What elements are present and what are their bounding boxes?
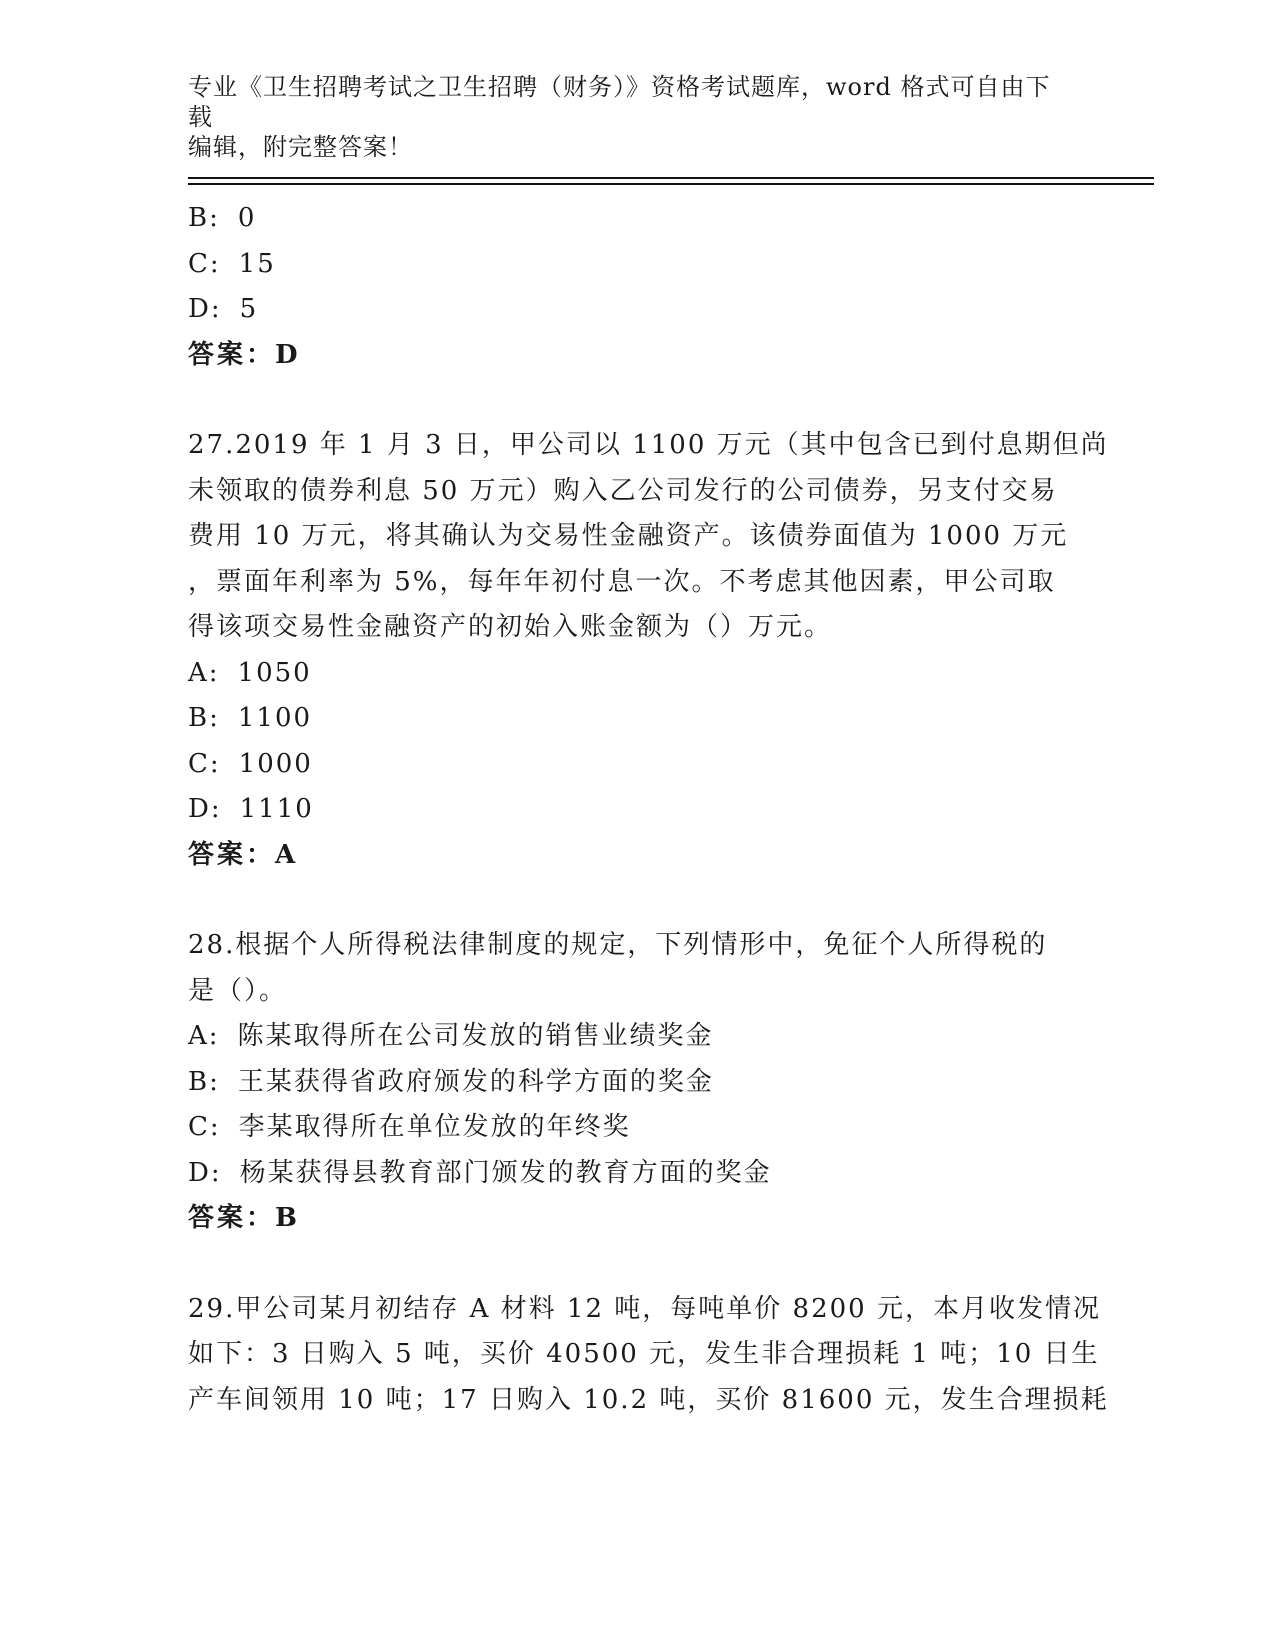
- question-text-line: 费用 10 万元，将其确认为交易性金融资产。该债券面值为 1000 万元: [188, 521, 1069, 551]
- option-text: 5: [239, 294, 259, 324]
- option-c: [188, 742, 1088, 788]
- spacer: [188, 878, 1088, 923]
- page-header: [188, 72, 1068, 162]
- header-rule-bottom: [188, 183, 1154, 185]
- option-label: D:: [188, 794, 222, 824]
- option-label: A:: [188, 1021, 220, 1051]
- spacer: [188, 378, 1088, 423]
- option-text: 杨某获得县教育部门颁发的教育方面的奖金: [239, 1157, 772, 1188]
- question-text-line: 29.甲公司某月初结存 A 材料 12 吨，每吨单价 8200 元，本月收发情况: [188, 1293, 1101, 1324]
- question-text-line: ，票面年利率为 5%，每年年初付息一次。不考虑其他因素，甲公司取: [188, 566, 1056, 597]
- answer: 答案：D: [188, 339, 301, 370]
- option-b: [188, 696, 1088, 742]
- option-label: C:: [188, 248, 221, 279]
- header-line-2: 编辑，附完整答案！: [188, 133, 413, 161]
- option-c: [188, 1105, 1088, 1151]
- option-label: B:: [188, 203, 220, 233]
- option-label: A:: [188, 657, 220, 688]
- option-b: [188, 1060, 1088, 1106]
- option-label: C:: [188, 748, 221, 779]
- option-text: 0: [237, 203, 257, 233]
- option-d: [188, 1151, 1088, 1197]
- question-text-line: 产车间领用 10 吨；17 日购入 10.2 吨，买价 81600 元，发生合理损耗: [188, 1384, 1109, 1415]
- question-text-line: 得该项交易性金融资产的初始入账金额为（）万元。: [188, 612, 833, 642]
- option-text: 1100: [237, 703, 313, 733]
- header-line-1: 专业《卫生招聘考试之卫生招聘（财务）》资格考试题库，word 格式可自由下载: [188, 73, 1051, 131]
- question-27: [188, 423, 1109, 878]
- option-a: [188, 651, 1088, 697]
- option-label: D:: [188, 1157, 222, 1188]
- question-text-line: 如下：3 日购入 5 吨，买价 40500 元，发生非合理损耗 1 吨；10 日生: [188, 1339, 1100, 1369]
- option-a: [188, 1014, 1088, 1060]
- option-b: [188, 196, 1088, 242]
- option-text: 陈某取得所在公司发放的销售业绩奖金: [237, 1021, 714, 1051]
- option-label: C:: [188, 1112, 221, 1142]
- question-text-line: 28.根据个人所得税法律制度的规定，下列情形中，免征个人所得税的: [188, 930, 1048, 960]
- option-text: 1110: [239, 794, 314, 824]
- spacer: [188, 1242, 1088, 1287]
- question-text-line: 27.2019 年 1 月 3 日，甲公司以 1100 万元（其中包含已到付息期但尚: [188, 430, 1109, 460]
- question-text-line: 是（）。: [188, 975, 288, 1006]
- answer: 答案：A: [188, 839, 299, 870]
- question-content: [188, 196, 1109, 1423]
- question-28: [188, 923, 1088, 1242]
- question-26-tail: [188, 196, 1088, 378]
- question-29: [188, 1287, 1109, 1424]
- answer: 答案：B: [188, 1203, 300, 1233]
- option-text: 李某取得所在单位发放的年终奖: [238, 1112, 631, 1142]
- option-label: D:: [188, 294, 222, 324]
- option-text: 1050: [237, 657, 312, 688]
- option-text: 1000: [238, 748, 313, 779]
- option-text: 15: [238, 248, 276, 279]
- option-label: B:: [188, 703, 220, 733]
- option-label: B:: [188, 1066, 220, 1097]
- question-text-line: 未领取的债券利息 50 万元）购入乙公司发行的公司债券，另支付交易: [188, 475, 1058, 506]
- option-d: [188, 787, 1088, 833]
- header-rule-top: [188, 177, 1154, 179]
- option-c: [188, 242, 1088, 288]
- option-d: [188, 287, 1088, 333]
- option-text: 王某获得省政府颁发的科学方面的奖金: [237, 1066, 714, 1097]
